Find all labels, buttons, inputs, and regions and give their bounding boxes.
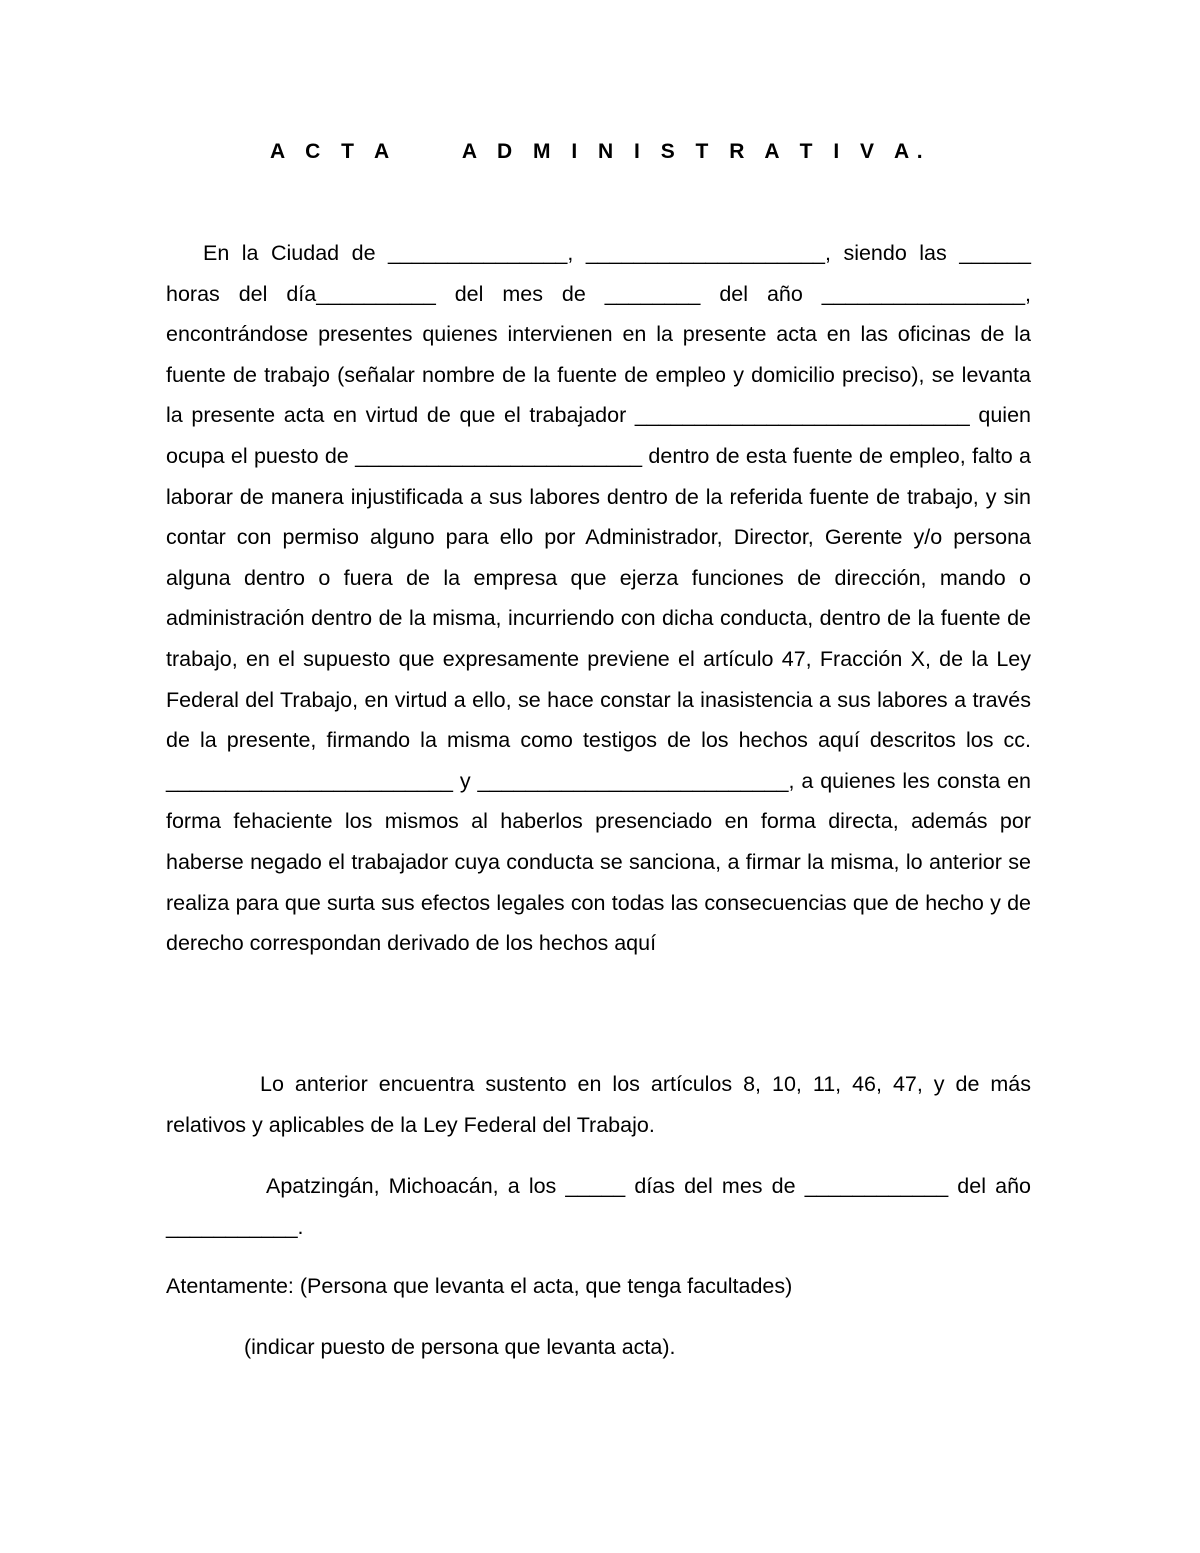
closing-signature-line: Atentamente: (Persona que levanta el acta, que tenga facultades) (166, 1274, 793, 1298)
paragraph-place-date: Apatzingán, Michoacán, a los _____ días del mes de ____________ del año ___________. (166, 1174, 1031, 1239)
position-note: (indicar puesto de persona que levanta acta). (244, 1335, 676, 1359)
document-title: A C T A A D M I N I S T R A T I V A. (269, 140, 931, 163)
paragraph-acta-body: En la Ciudad de _______________, ____________________, siendo las ______ horas del día__________ del mes de ________ del año _________________, encontrándose presentes quienes intervienen en la presente acta en las oficinas de la fuente de trabajo (señalar nombre de la fuente de empleo y domicilio preciso), se levanta la presente acta en virtud de que el trabajador ____________________________ quien ocupa el puesto de ________________________ dentro de esta fuente de empleo, falto a laborar de manera injustificada a sus labores dentro de la referida fuente de trabajo, y sin contar con permiso alguno para ello por Administrador, Director, Gerente y/o persona alguna dentro o fuera de la empresa que ejerza funciones de dirección, mando o administración dentro de la misma, incurriendo con dicha conducta, dentro de la fuente de trabajo, en el supuesto que expresamente previene el artículo 47, Fracción X, de la Ley Federal del Trabajo, en virtud a ello, se hace constar la inasistencia a sus labores a través de la presente, firmando la misma como testigos de los hechos aquí descritos los cc. ________________________ y __________________________, a quienes les consta en forma fehaciente los mismos al haberlos presenciado en forma directa, además por haberse negado el trabajador cuya conducta se sanciona, a firmar la misma, lo anterior se realiza para que surta sus efectos legales con todas las consecuencias que de hecho y de derecho correspondan derivado de los hechos aquí (166, 241, 1031, 956)
paragraph-legal-basis: Lo anterior encuentra sustento en los artículos 8, 10, 11, 46, 47, y de más relativos y aplicables de la Ley Federal del Trabajo. (166, 1072, 1031, 1137)
